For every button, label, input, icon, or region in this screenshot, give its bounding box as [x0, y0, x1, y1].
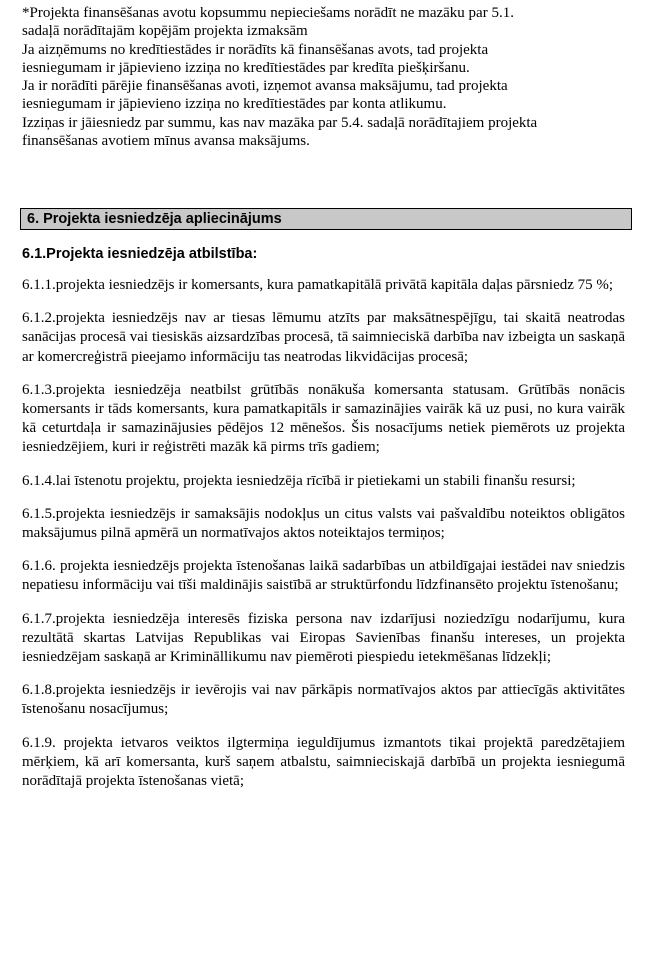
note-line: finansēšanas avotiem mīnus avansa maksājums.	[22, 133, 310, 150]
compliance-item: 6.1.9. projekta ietvaros veiktos ilgtermiņa ieguldījumus izmantots tikai projektā paredzētajiem mērķiem, kā arī komersanta, kurš saņem atbalstu, saimnieciskajā darbībā un projekta iesniegumā norādītajā projekta īstenošanas vietā;	[22, 734, 625, 790]
compliance-item-list	[22, 276, 625, 805]
note-line: iesniegumam ir jāpievieno izziņa no kredītiestādes par kredīta piešķiršanu.	[22, 59, 470, 76]
compliance-item: 6.1.4.lai īstenotu projektu, projekta iesniedzēja rīcībā ir pietiekami un stabili finanšu resursi;	[22, 472, 576, 489]
section-heading: 6. Projekta iesniedzēja apliecinājums	[20, 208, 632, 230]
compliance-item: 6.1.8.projekta iesniedzējs ir ievērojis vai nav pārkāpis normatīvajos aktos par attiecīgās aktivitātes īstenošanu nosacījumus;	[22, 682, 625, 718]
compliance-item: 6.1.7.projekta iesniedzēja interesēs fiziska persona nav izdarījusi noziedzīgu nodarījumu, kura rezultātā skartas Latvijas Republikas vai Eiropas Savienības finanšu intereses, un projekta iesniedzējam saskaņā ar Krimināllikumu nav piemēroti piespiedu ietekmēšanas līdzekļi;	[22, 610, 625, 666]
note-line: *Projekta finansēšanas avotu kopsummu nepieciešams norādīt ne mazāku par 5.1.	[22, 5, 514, 21]
subsection-heading: 6.1.Projekta iesniedzēja atbilstība:	[22, 246, 258, 262]
note-line: Ja aizņēmums no kredītiestādes ir norādīts kā finansēšanas avots, tad projekta	[22, 41, 489, 58]
note-line: iesniegumam ir jāpievieno izziņa no kredītiestādes par konta atlikumu.	[22, 96, 447, 113]
compliance-item: 6.1.1.projekta iesniedzējs ir komersants, kura pamatkapitālā privātā kapitāla daļas pārsniedz 75 %;	[22, 277, 614, 293]
compliance-item: 6.1.5.projekta iesniedzējs ir samaksājis nodokļus un citus valsts vai pašvaldību noteiktos obligātos maksājumus pilnā apmērā un normatīvajos aktos noteiktajos termiņos;	[22, 505, 625, 542]
note-line: Ja ir norādīti pārējie finansēšanas avoti, izņemot avansa maksājumu, tad projekta	[22, 78, 508, 95]
compliance-item: 6.1.6. projekta iesniedzējs projekta īstenošanas laikā sadarbības un atbildīgajai iestādei nav sniedzis nepatiesu informāciju vai tīši maldinājis saistībā ar struktūrfondu līdzfinansēto projektu īstenošanu;	[22, 558, 625, 594]
compliance-item: 6.1.3.projekta iesniedzēja neatbilst grūtībās nonākuša komersanta statusam. Grūtībās nonācis komersants ir tāds komersants, kura pamatkapitāls ir samazinājies vairāk kā uz pusi, no kura vairāk kā ceturtdaļa ir samazinājusies pēdējos 12 mēnešos. Šis nosacījums netiek piemērots uz projekta iesniedzējiem, kuri ir reģistrēti mazāk kā pirms trīs gadiem;	[22, 381, 625, 456]
note-line: Izziņas ir jāiesniedz par summu, kas nav mazāka par 5.4. sadaļā norādītajiem projekta	[22, 114, 538, 131]
note-line: sadaļā norādītajām kopējām projekta izmaksām	[22, 23, 308, 40]
financing-sources-note	[22, 4, 622, 150]
compliance-item: 6.1.2.projekta iesniedzējs nav ar tiesas lēmumu atzīts par maksātnespējīgu, tai skaitā neatrodas sanācijas procesā vai tiesiskās aizsardzības procesā, tā saimnieciskā darbība nav izbeigta un saskaņā ar komercreģistrā pieejamo informāciju tas neatrodas likvidācijas procesā;	[22, 310, 625, 365]
